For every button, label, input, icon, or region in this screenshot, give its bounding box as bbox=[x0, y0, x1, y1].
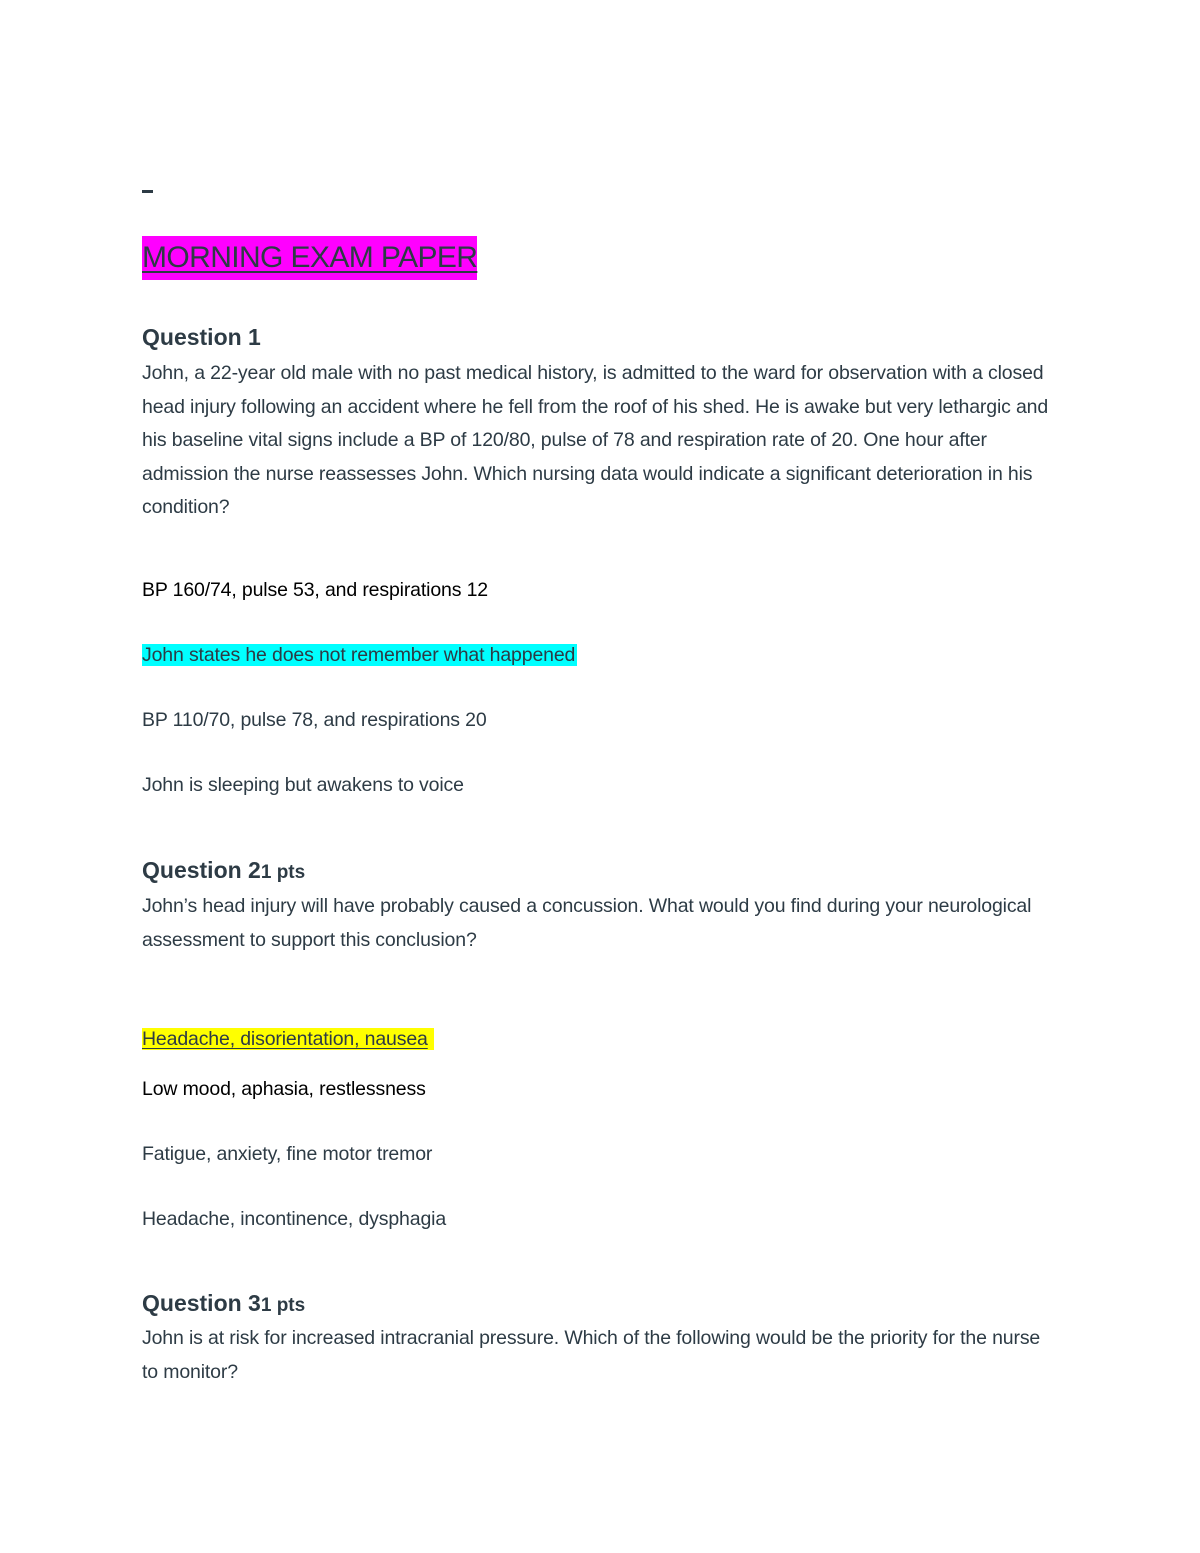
leading-dash bbox=[142, 190, 153, 193]
question-3-label: Question 3 bbox=[142, 1290, 261, 1316]
highlighted-answer-text: Headache, disorientation, nausea bbox=[142, 1028, 434, 1050]
question-2-answer-3[interactable]: Fatigue, anxiety, fine motor tremor bbox=[142, 1143, 433, 1165]
question-2-text: John’s head injury will have probably caused a concussion. What would you find during your neurological assessment to support this conclusion? bbox=[142, 895, 1032, 951]
question-3-points: 1 pts bbox=[260, 1295, 306, 1316]
question-1-answer-2[interactable] bbox=[142, 642, 577, 668]
question-1-answer-4[interactable]: John is sleeping but awakens to voice bbox=[142, 774, 464, 796]
question-1-heading bbox=[142, 321, 261, 353]
question-2-answer-2[interactable]: Low mood, aphasia, restlessness bbox=[142, 1078, 426, 1100]
page-title: MORNING EXAM PAPER bbox=[142, 236, 477, 280]
highlighted-answer-text: John states he does not remember what happened bbox=[142, 644, 576, 666]
question-1-answer-1[interactable]: BP 160/74, pulse 53, and respirations 12 bbox=[142, 579, 488, 601]
question-2-answer-4[interactable]: Headache, incontinence, dysphagia bbox=[142, 1208, 447, 1230]
question-3-heading bbox=[142, 1287, 305, 1322]
question-2-points: 1 pts bbox=[260, 862, 306, 883]
question-1-answer-3[interactable]: BP 110/70, pulse 78, and respirations 20 bbox=[142, 709, 487, 731]
question-2-label: Question 2 bbox=[142, 857, 261, 883]
question-2-answer-1[interactable] bbox=[142, 1026, 434, 1052]
question-1-text: John, a 22-year old male with no past medical history, is admitted to the ward for observation with a closed head injury following an accident where he fell from the roof of his shed. He is awake but very lethargic and his baseline vital signs include a BP of 120/80, pulse of 78 and respiration rate of 20. One hour after admission the nurse reassesses John. Which nursing data would indicate a significant deterioration in his condition? bbox=[142, 362, 1049, 518]
question-3-text: John is at risk for increased intracranial pressure. Which of the following would be the priority for the nurse to monitor? bbox=[142, 1327, 1041, 1383]
question-1-label: Question 1 bbox=[142, 324, 261, 350]
question-2-heading bbox=[142, 854, 305, 889]
